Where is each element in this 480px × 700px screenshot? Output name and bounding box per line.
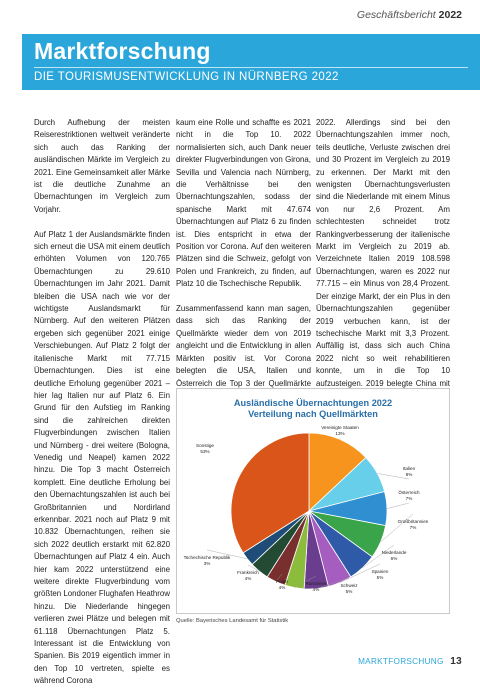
slice-value-label: 4% bbox=[279, 585, 286, 590]
pie-chart-figure bbox=[176, 388, 450, 614]
slice-label: Rumänien bbox=[306, 581, 327, 586]
slice-value-label: 5% bbox=[377, 575, 384, 580]
section-banner bbox=[22, 34, 480, 90]
slice-label: Niederlande bbox=[382, 550, 407, 555]
page-number: 13 bbox=[450, 656, 462, 667]
slice-value-label: 6% bbox=[391, 556, 398, 561]
banner-divider bbox=[34, 67, 468, 68]
slice-value-label: 3% bbox=[204, 561, 211, 566]
slice-value-label: 4% bbox=[313, 587, 320, 592]
slice-label: Sonstige bbox=[196, 443, 214, 448]
slice-label: Vereinigte Staaten bbox=[321, 425, 359, 430]
text-column-3 bbox=[316, 117, 450, 415]
slice-label: Großbritannien bbox=[398, 519, 429, 524]
section-title: Marktforschung bbox=[34, 38, 211, 65]
slice-label: Tschechische Republik bbox=[184, 555, 231, 560]
page-footer bbox=[358, 656, 462, 667]
chart-subtitle: Verteilung nach Quellmärkten bbox=[177, 409, 449, 419]
paragraph: Zusammenfassend kann man sagen, dass sich das Ranking der Quellmärkte wieder dem von 2019 angleicht und die Entwicklung in allen Märkten positiv ist. Vor Corona belegten die USA, Italien und Österreich die Top 3 der Quellmärkte bbox=[176, 303, 311, 402]
section-subtitle: DIE TOURISMUSENTWICKLUNG IN NÜRNBERG 2022 bbox=[34, 71, 339, 83]
slice-value-label: 53% bbox=[200, 449, 209, 454]
chart-title: Ausländische Übernachtungen 2022 bbox=[177, 398, 449, 408]
paragraph: Auf Platz 1 der Auslandsmärkte finden sich erneut die USA mit einem deutlich erhöhten Volumen von 120.765 Übernachtungen zu 29.610 Übernachtungen im Jahr 2021. Damit bleiben die USA nach wie vor der wichtigste Auslandsmarkt für Nürnberg. Auf den weiteren Plätzen ergeben sich gegenüber 2021 einige Verschiebungen. Auf Platz 2 folgt der italienische Markt mit 77.715 Übernachtungen. Dies ist eine deutliche Erholung gegenüber 2021 – hier lag Italien nur auf Platz 6. Ein Grund für den Aufstieg im Ranking sind die zahlreichen direkten Flugverbindungen zwischen Italien und Nürnberg - drei weitere (Bologna, Venedig und Neapel) kamen 2022 hinzu. Die Top 3 macht Österreich komplett. Eine deutliche Erholung bei den Übernachtungszahlen ist auch bei Großbritannien und Nordirland erkennbar. 2021 noch auf Platz 9 mit 10.832 Übernachtungen, reihen sie sich 2022 deutlich erstarkt mit 62.820 Übernachtungen auf Platz 4 ein. Auch hier kam 2022 unterstützend eine weitere direkte Flugverbindung vom größten Londoner Flughafen Heathrow hinzu. Die Niederlande hingegen verlieren zwei Plätze und belegen mit 61.118 Übernachtungen Platz 5. Interessant ist die Entwicklung von Spanien. Bis 2019 eigentlich immer in den Top 10 vertreten, spielte es während Corona bbox=[34, 229, 170, 688]
paragraph: Durch Aufhebung der meisten Reiserestriktionen weltweit veränderte sich auch das Ranking der ausländischen Märkte im Vergleich zu 2021. Eine Gemeinsamkeit aller Märke ist die deutliche Zunahme an Übernachtungen im Vergleich zum Vorjahr. bbox=[34, 117, 170, 216]
slice-label: Italien bbox=[403, 466, 416, 471]
report-year: 2022 bbox=[439, 9, 462, 21]
chart-source: Quelle: Bayerisches Landesamt für Statistik bbox=[176, 618, 288, 624]
report-name: Geschäftsbericht bbox=[357, 9, 436, 21]
slice-value-label: 13% bbox=[335, 431, 344, 436]
paragraph: kaum eine Rolle und schaffte es 2021 nicht in die Top 10. 2022 normalisierten sich, auch Dank neuer direkter Flugverbindungen von Girona, Sevilla und Valencia nach Nürnberg, die Verhältnisse bei den Übernachtungszahlen, sodass der spanische Markt mit 47.674 Übernachtungen auf Platz 6 zu finden ist. Dies entspricht in etwa der Position vor Corona. Auf den weiteren Plätzen sind die Schweiz, gefolgt von Polen und Frankreich, zu finden, auf Platz 10 die Tschechische Republik. bbox=[176, 117, 311, 291]
pie-chart bbox=[177, 389, 451, 615]
text-column-2 bbox=[176, 117, 311, 415]
leader-line bbox=[377, 473, 409, 479]
slice-label: Schweiz bbox=[340, 583, 358, 588]
slice-value-label: 4% bbox=[245, 576, 252, 581]
text-column-1 bbox=[34, 117, 170, 700]
report-header bbox=[357, 9, 462, 21]
slice-label: Spanien bbox=[372, 569, 389, 574]
slice-value-label: 7% bbox=[406, 496, 413, 501]
paragraph: 2022. Allerdings sind bei den Übernachtungszahlen immer noch, teils deutliche, Verluste zwischen drei und 30 Prozent im Vergleich zu 2019 zu erkennen. Der Markt mit den wenigsten Übernachtungsverlusten sind die Niederlande mit einem Minus von nur 2,6 Prozent. Am schlechtesten schneidet trotz Rankingverbesserung der italienische Markt im Vergleich zu 2019 ab. Verzeichnete Italien 2019 108.598 Übernachtungen, waren es 2022 nur 77.715 – ein Minus von 28,4 Prozent. Der einzige Markt, der ein Plus in den Übernachtungszahlen gegenüber 2019 verbuchen kann, ist der tschechische Markt mit 3,3 Prozent. Auffällig ist, dass sich auch China 2022 nicht so weit rehabilitieren konnte, um in die Top 10 aufzusteigen. 2019 belegte China mit bbox=[316, 117, 450, 402]
slice-value-label: 7% bbox=[410, 525, 417, 530]
slice-label: Polen bbox=[276, 579, 288, 584]
leader-line bbox=[387, 503, 409, 509]
footer-section: MARKTFORSCHUNG bbox=[358, 657, 444, 666]
slice-value-label: 8% bbox=[406, 472, 413, 477]
slice-value-label: 5% bbox=[346, 589, 353, 594]
slice-label: Frankreich bbox=[237, 570, 259, 575]
slice-label: Österreich bbox=[398, 489, 420, 495]
